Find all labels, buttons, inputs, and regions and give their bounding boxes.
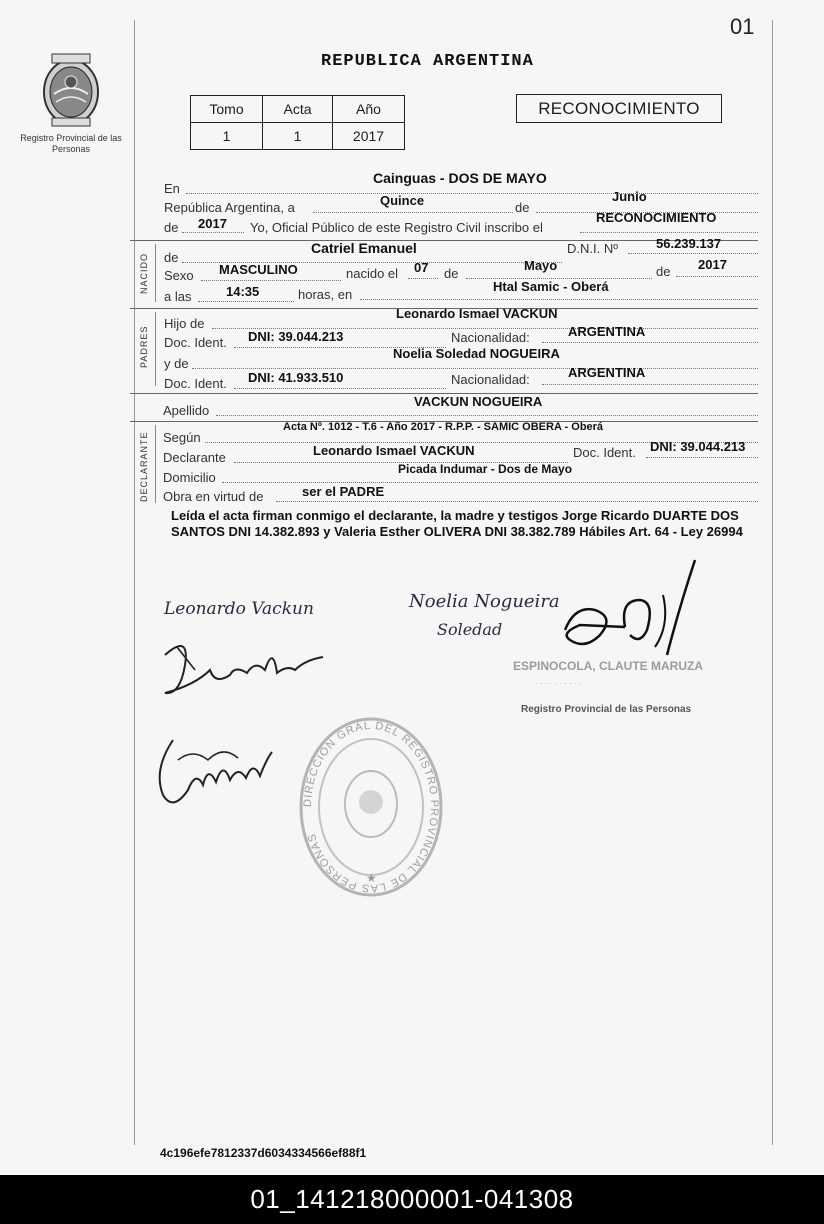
label-a-las: a las (164, 289, 192, 304)
svg-text:Registro Provincial de las Per: Registro Provincial de las Personas (521, 704, 692, 715)
dotted-line (222, 482, 758, 483)
value-mother: Noelia Soledad NOGUEIRA (393, 346, 560, 361)
dotted-line (313, 212, 513, 213)
file-id-footer: 01_141218000001-041308 (0, 1175, 824, 1224)
value-birth-month: Mayo (524, 258, 558, 273)
value-year: 2017 (198, 216, 227, 231)
value-father: Leonardo Ismael VACKUN (396, 306, 558, 321)
dotted-line (201, 280, 341, 281)
dotted-line (542, 342, 758, 343)
signature-official (555, 555, 705, 665)
dotted-line (408, 278, 438, 279)
document-title: REPUBLICA ARGENTINA (321, 52, 534, 71)
value-segun: Acta Nº. 1012 - T.6 - Año 2017 - R.P.P. - SAMIC OBERA - Oberá (283, 421, 604, 433)
label-nacido-el: nacido el (346, 266, 399, 281)
label-de-name: de (164, 250, 179, 265)
value-mother-doc: DNI: 41.933.510 (248, 370, 344, 385)
value-acta: 1 (263, 123, 333, 150)
logo-caption: Registro Provincial de las Personas (20, 133, 122, 154)
right-margin-line (772, 20, 773, 1145)
value-month: Junio (612, 189, 647, 204)
record-type-box: RECONOCIMIENTO (516, 94, 722, 123)
dotted-line (192, 368, 758, 369)
side-label-nacido: NACIDO (139, 252, 149, 294)
value-father-nat: ARGENTINA (568, 324, 646, 339)
value-declarant: Leonardo Ismael VACKUN (313, 443, 475, 458)
value-anio: 2017 (333, 123, 405, 150)
side-bracket (155, 312, 156, 386)
dotted-line (198, 301, 294, 302)
label-de: de (515, 200, 530, 215)
dotted-line (628, 253, 758, 254)
round-registry-stamp-icon (296, 712, 446, 897)
page-number: 01 (730, 14, 755, 39)
side-bracket (155, 244, 156, 302)
value-birth-place: Htal Samic - Oberá (493, 279, 609, 294)
label-hijo-de: Hijo de (164, 316, 205, 331)
value-birth-time: 14:35 (226, 284, 260, 299)
svg-text:Soledad: Soledad (437, 620, 503, 639)
label-doc-ident: Doc. Ident. (164, 335, 227, 350)
dotted-line (182, 232, 244, 233)
label-nacionalidad: Nacionalidad: (451, 330, 530, 345)
dotted-line (676, 276, 758, 277)
signature-witness (148, 730, 278, 815)
side-bracket (155, 425, 156, 503)
value-act-type: RECONOCIMIENTO (596, 210, 717, 225)
value-domicile: Picada Indumar - Dos de Mayo (398, 462, 573, 476)
svg-text:Noelia Nogueira: Noelia Nogueira (409, 591, 560, 612)
value-mother-nat: ARGENTINA (568, 365, 646, 380)
value-name: Catriel Emanuel (311, 240, 417, 256)
label-dni: D.N.I. Nº (567, 241, 618, 256)
value-dni: 56.239.137 (656, 236, 722, 251)
value-birth-year: 2017 (698, 257, 727, 272)
side-label-declarante: DECLARANTE (139, 431, 149, 502)
value-father-doc: DNI: 39.044.213 (248, 329, 344, 344)
value-place: Cainguas - DOS DE MAYO (373, 170, 547, 186)
value-tomo: 1 (191, 123, 263, 150)
dotted-line (580, 232, 758, 233)
side-label-padres: PADRES (139, 325, 149, 368)
svg-text:Leonardo Vackun: Leonardo Vackun (164, 599, 314, 619)
header-tomo: Tomo (191, 96, 263, 123)
header-anio: Año (333, 96, 405, 123)
value-surname: VACKUN NOGUEIRA (414, 394, 543, 409)
label-declarante: Declarante (163, 450, 226, 465)
label-nacionalidad-2: Nacionalidad: (451, 372, 530, 387)
dotted-line (646, 457, 758, 458)
signature-duarte (155, 625, 335, 705)
official-stamp (505, 652, 720, 722)
dotted-line (542, 384, 758, 385)
registry-table (190, 95, 405, 150)
closing-paragraph: Leída el acta firman conmigo el declarante, la madre y testigos Jorge Ricardo DUARTE DOS SANTOS DNI 14.382.893 y Valeria Esther OLIVERA DNI 38.382.789 Hábiles Art. 64 - Ley 26994 (171, 508, 743, 539)
dotted-line (360, 299, 758, 300)
label-horas-en: horas, en (298, 287, 353, 302)
svg-text:★: ★ (366, 871, 377, 885)
svg-text:DIRECCION GRAL DEL REGISTRO PR: DIRECCION GRAL DEL REGISTRO PROVINCIAL DE LAS PERSONAS (301, 719, 441, 895)
label-y-de: y de (164, 356, 189, 371)
dotted-line (216, 415, 758, 416)
province-seal-icon (38, 52, 104, 128)
label-apellido: Apellido (163, 403, 210, 418)
signature-leonardo (160, 590, 370, 630)
label-doc-ident-2: Doc. Ident. (164, 376, 227, 391)
dotted-line (234, 388, 446, 389)
value-day: Quince (380, 193, 425, 208)
label-republica: República Argentina, a (164, 200, 295, 215)
document-hash: 4c196efe7812337d6034334566ef88f1 (160, 1146, 367, 1160)
label-domicilio: Domicilio (163, 470, 216, 485)
value-obra: ser el PADRE (302, 484, 385, 499)
header-acta: Acta (263, 96, 333, 123)
label-de-month: de (444, 266, 459, 281)
label-yo-oficial: Yo, Oficial Público de este Registro Civil inscribo el (250, 220, 543, 235)
label-de-year: de (164, 220, 179, 235)
dotted-line (186, 193, 758, 194)
svg-text:· · · · · · · · · ·: · · · · · · · · · · (535, 679, 582, 688)
value-sex: MASCULINO (219, 262, 298, 277)
label-en: En (164, 181, 180, 196)
dotted-line (276, 501, 758, 502)
svg-text:ESPINOCOLA, CLAUTE MARUZA: ESPINOCOLA, CLAUTE MARUZA (513, 659, 703, 673)
label-doc-ident-3: Doc. Ident. (573, 445, 636, 460)
label-segun: Según (163, 430, 201, 445)
left-margin-line (134, 20, 135, 1145)
label-sexo: Sexo (164, 268, 194, 283)
label-obra: Obra en virtud de (163, 489, 264, 504)
label-de-byear: de (656, 264, 671, 279)
value-birth-day: 07 (414, 260, 429, 275)
value-declarant-doc: DNI: 39.044.213 (650, 439, 746, 454)
